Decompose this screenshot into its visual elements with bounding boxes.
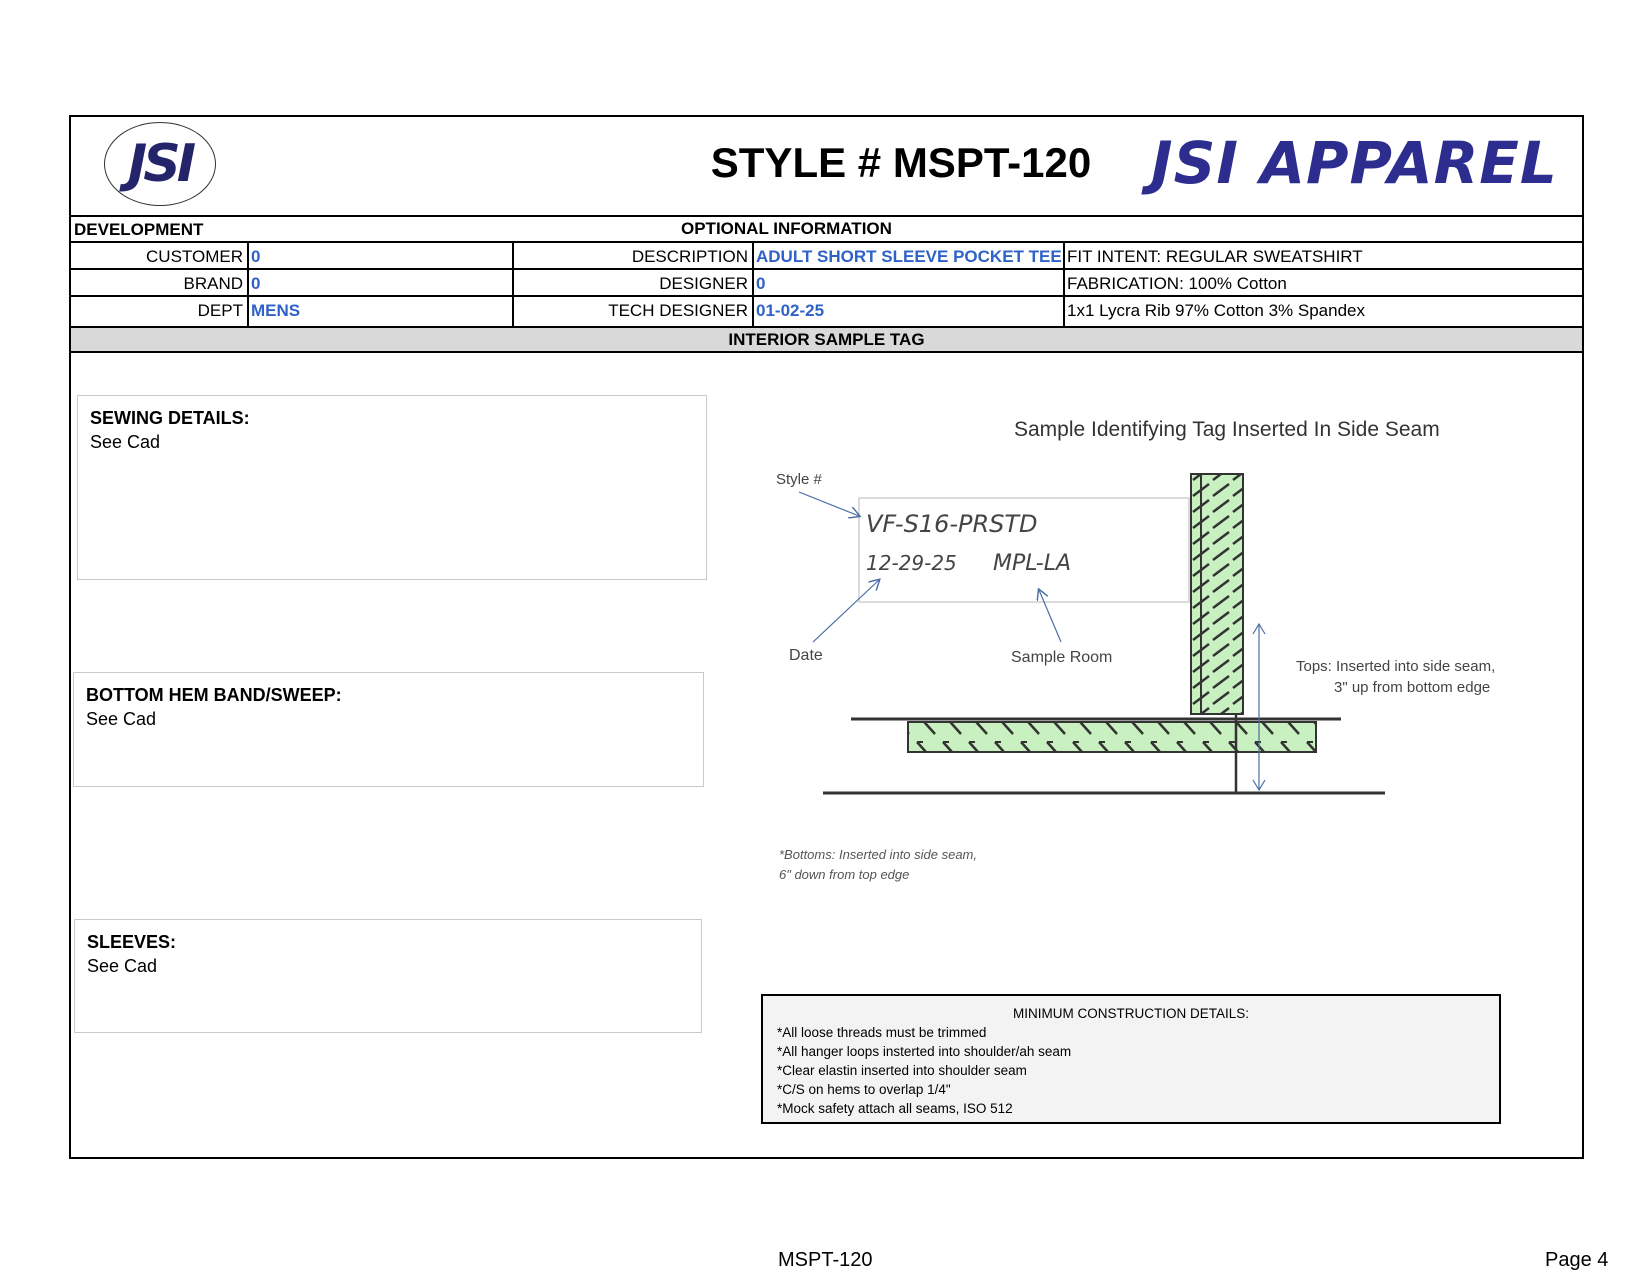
rib-fabric: 1x1 Lycra Rib 97% Cotton 3% Spandex — [1067, 301, 1365, 320]
room-callout-label: Sample Room — [1011, 649, 1113, 666]
dept-value: MENS — [251, 301, 301, 320]
optional-info-label: OPTIONAL INFORMATION — [681, 219, 892, 238]
hem-band-value: See Cad — [86, 709, 157, 729]
construction-details-box — [761, 994, 1501, 1124]
construction-item: *Mock safety attach all seams, ISO 512 — [777, 1101, 1013, 1116]
date-callout-arrow — [813, 580, 879, 642]
col-divider-1 — [247, 241, 249, 326]
sleeves-title: SLEEVES: — [87, 932, 177, 952]
designer-label: DESIGNER — [659, 274, 748, 293]
tag-sample-room: MPL-LA — [993, 551, 1072, 576]
jsi-logo — [104, 122, 216, 206]
footer-page-number: Page 4 — [1545, 1249, 1609, 1271]
tech-designer-label: TECH DESIGNER — [608, 301, 748, 320]
info-divider-3 — [71, 295, 1582, 297]
sleeves-value: See Cad — [87, 956, 158, 976]
sewing-details-box — [77, 395, 707, 580]
sample-tag-diagram — [731, 402, 1531, 942]
dept-label: DEPT — [197, 301, 243, 320]
col-divider-4 — [1063, 241, 1065, 326]
brand-logo-text: JSI APPAREL — [1151, 129, 1558, 197]
description-label: DESCRIPTION — [631, 247, 748, 266]
info-divider-1 — [71, 241, 1582, 243]
section-title: INTERIOR SAMPLE TAG — [728, 330, 925, 349]
construction-heading: MINIMUM CONSTRUCTION DETAILS: — [1013, 1006, 1249, 1021]
date-callout-label: Date — [789, 647, 823, 664]
tag-style-number: VF-S16-PRSTD — [866, 510, 1038, 538]
section-band — [71, 326, 1582, 353]
style-callout-label: Style # — [776, 471, 822, 488]
hem-band-fabric — [908, 722, 1316, 752]
hem-band-title: BOTTOM HEM BAND/SWEEP: — [86, 685, 342, 705]
designer-value: 0 — [756, 274, 766, 293]
brand-label: BRAND — [183, 274, 243, 293]
construction-item: *All loose threads must be trimmed — [777, 1025, 987, 1040]
construction-item: *All hanger loops insterted into shoulder/ah seam — [777, 1044, 1072, 1059]
tops-note-line2: 3" up from bottom edge — [1334, 679, 1491, 696]
customer-label: CUSTOMER — [146, 247, 243, 266]
side-seam-fabric — [1191, 474, 1243, 714]
customer-value: 0 — [251, 247, 261, 266]
tops-note-line1: Tops: Inserted into side seam, — [1296, 658, 1496, 675]
tech-pack-sheet — [69, 115, 1584, 1159]
bottoms-note-line1: *Bottoms: Inserted into side seam, — [779, 847, 977, 862]
construction-item: *C/S on hems to overlap 1/4" — [777, 1082, 951, 1097]
construction-item: *Clear elastin inserted into shoulder seam — [777, 1063, 1027, 1078]
hem-band-box — [73, 672, 704, 787]
brand-value: 0 — [251, 274, 261, 293]
bottoms-note-line2: 6" down from top edge — [779, 867, 910, 882]
tech-designer-value: 01-02-25 — [756, 301, 825, 320]
jsi-logo-text: JSI — [127, 134, 193, 194]
sewing-details-title: SEWING DETAILS: — [90, 408, 250, 428]
development-label: DEVELOPMENT — [74, 220, 204, 239]
col-divider-3 — [752, 241, 754, 326]
footer-style: MSPT-120 — [778, 1249, 873, 1271]
sleeves-box — [74, 919, 702, 1033]
description-value: ADULT SHORT SLEEVE POCKET TEE — [756, 247, 1062, 266]
room-callout-arrow — [1039, 590, 1061, 642]
diagram-title: Sample Identifying Tag Inserted In Side Seam — [1014, 418, 1440, 441]
fit-intent: FIT INTENT: REGULAR SWEATSHIRT — [1067, 247, 1363, 266]
fabrication: FABRICATION: 100% Cotton — [1067, 274, 1287, 293]
info-divider-2 — [71, 268, 1582, 270]
style-title: STYLE # MSPT-120 — [710, 139, 1092, 186]
sewing-details-value: See Cad — [90, 432, 161, 452]
header-divider — [71, 215, 1582, 217]
tag-date: 12-29-25 — [866, 551, 957, 575]
style-callout-arrow — [799, 492, 859, 516]
